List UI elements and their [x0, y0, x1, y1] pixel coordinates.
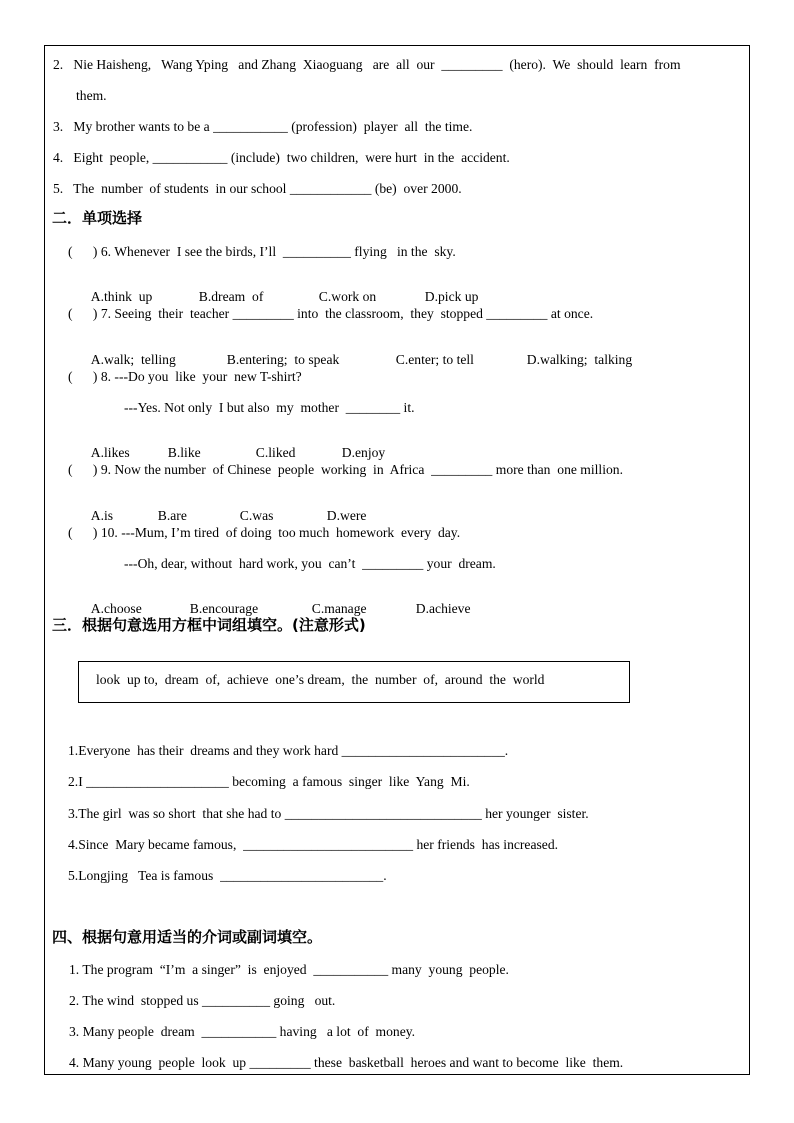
option-a: A.choose	[90, 600, 142, 616]
question-9: ( ) 9. Now the number of Chinese people working in Africa _________ more than one million.	[68, 462, 623, 477]
section-4-question-4: 4. Many young people look up _________ these basketball heroes and want to become like them.	[69, 1055, 624, 1070]
option-d: D.were	[326, 507, 367, 523]
section-4-heading: 四、根据句意用适当的介词或副词填空。	[52, 928, 323, 946]
option-b: B.are	[157, 507, 187, 523]
option-b: B.encourage	[189, 600, 259, 616]
question-10-options	[84, 588, 471, 615]
question-8-options	[84, 432, 385, 459]
word-box-phrases: look up to, dream of, achieve one’s dream, the number of, around the world	[96, 672, 545, 687]
section-3-question-4: 4.Since Mary became famous, _________________________ her friends has increased.	[68, 837, 559, 852]
option-a: A.is	[90, 507, 114, 523]
option-a: A.think up	[90, 288, 153, 304]
question-2-line-2: them.	[76, 88, 107, 103]
section-4-question-3: 3. Many people dream ___________ having a lot of money.	[69, 1024, 416, 1039]
section-3-question-3: 3.The girl was so short that she had to _____________________________ her younger sister.	[68, 806, 589, 821]
option-c: C.work on	[318, 288, 377, 304]
question-5: 5. The number of students in our school ____________ (be) over 2000.	[53, 181, 462, 196]
question-10: ( ) 10. ---Mum, I’m tired of doing too much homework every day.	[68, 525, 461, 540]
question-7-options	[84, 339, 632, 366]
question-8: ( ) 8. ---Do you like your new T-shirt?	[68, 369, 302, 384]
option-d: D.walking; talking	[526, 351, 633, 367]
option-d: D.enjoy	[341, 444, 386, 460]
option-c: C.manage	[311, 600, 367, 616]
question-2-line-1: 2. Nie Haisheng, Wang Yping and Zhang Xiaoguang are all our _________ (hero). We should learn from	[53, 57, 681, 72]
section-4-question-2: 2. The wind stopped us __________ going out.	[69, 993, 336, 1008]
option-d: D.pick up	[424, 288, 479, 304]
option-c: C.enter; to tell	[395, 351, 474, 367]
section-3-heading: 三．根据句意选用方框中词组填空。(注意形式)	[52, 616, 366, 634]
option-b: B.dream of	[198, 288, 264, 304]
option-a: A.walk; telling	[90, 351, 176, 367]
question-8-reply: ---Yes. Not only I but also my mother ________ it.	[124, 400, 415, 415]
section-3-question-1: 1.Everyone has their dreams and they work hard ________________________.	[68, 743, 509, 758]
question-10-reply: ---Oh, dear, without hard work, you can’t _________ your dream.	[124, 556, 496, 571]
option-c: C.liked	[255, 444, 296, 460]
section-2-heading: 二．单项选择	[52, 209, 143, 227]
question-6-options	[84, 276, 478, 303]
option-a: A.likes	[90, 444, 130, 460]
option-d: D.achieve	[415, 600, 471, 616]
question-4: 4. Eight people, ___________ (include) two children, were hurt in the accident.	[53, 150, 510, 165]
option-c: C.was	[239, 507, 274, 523]
section-3-question-2: 2.I _____________________ becoming a famous singer like Yang Mi.	[68, 774, 470, 789]
option-b: B.entering; to speak	[226, 351, 340, 367]
section-4-question-1: 1. The program “I’m a singer” is enjoyed ___________ many young people.	[69, 962, 509, 977]
question-3: 3. My brother wants to be a ___________ (profession) player all the time.	[53, 119, 473, 134]
question-9-options	[84, 495, 366, 522]
question-6: ( ) 6. Whenever I see the birds, I’ll __________ flying in the sky.	[68, 244, 456, 259]
section-3-question-5: 5.Longjing Tea is famous ________________________.	[68, 868, 387, 883]
question-7: ( ) 7. Seeing their teacher _________ into the classroom, they stopped _________ at once.	[68, 306, 594, 321]
option-b: B.like	[167, 444, 201, 460]
word-box	[78, 661, 630, 703]
